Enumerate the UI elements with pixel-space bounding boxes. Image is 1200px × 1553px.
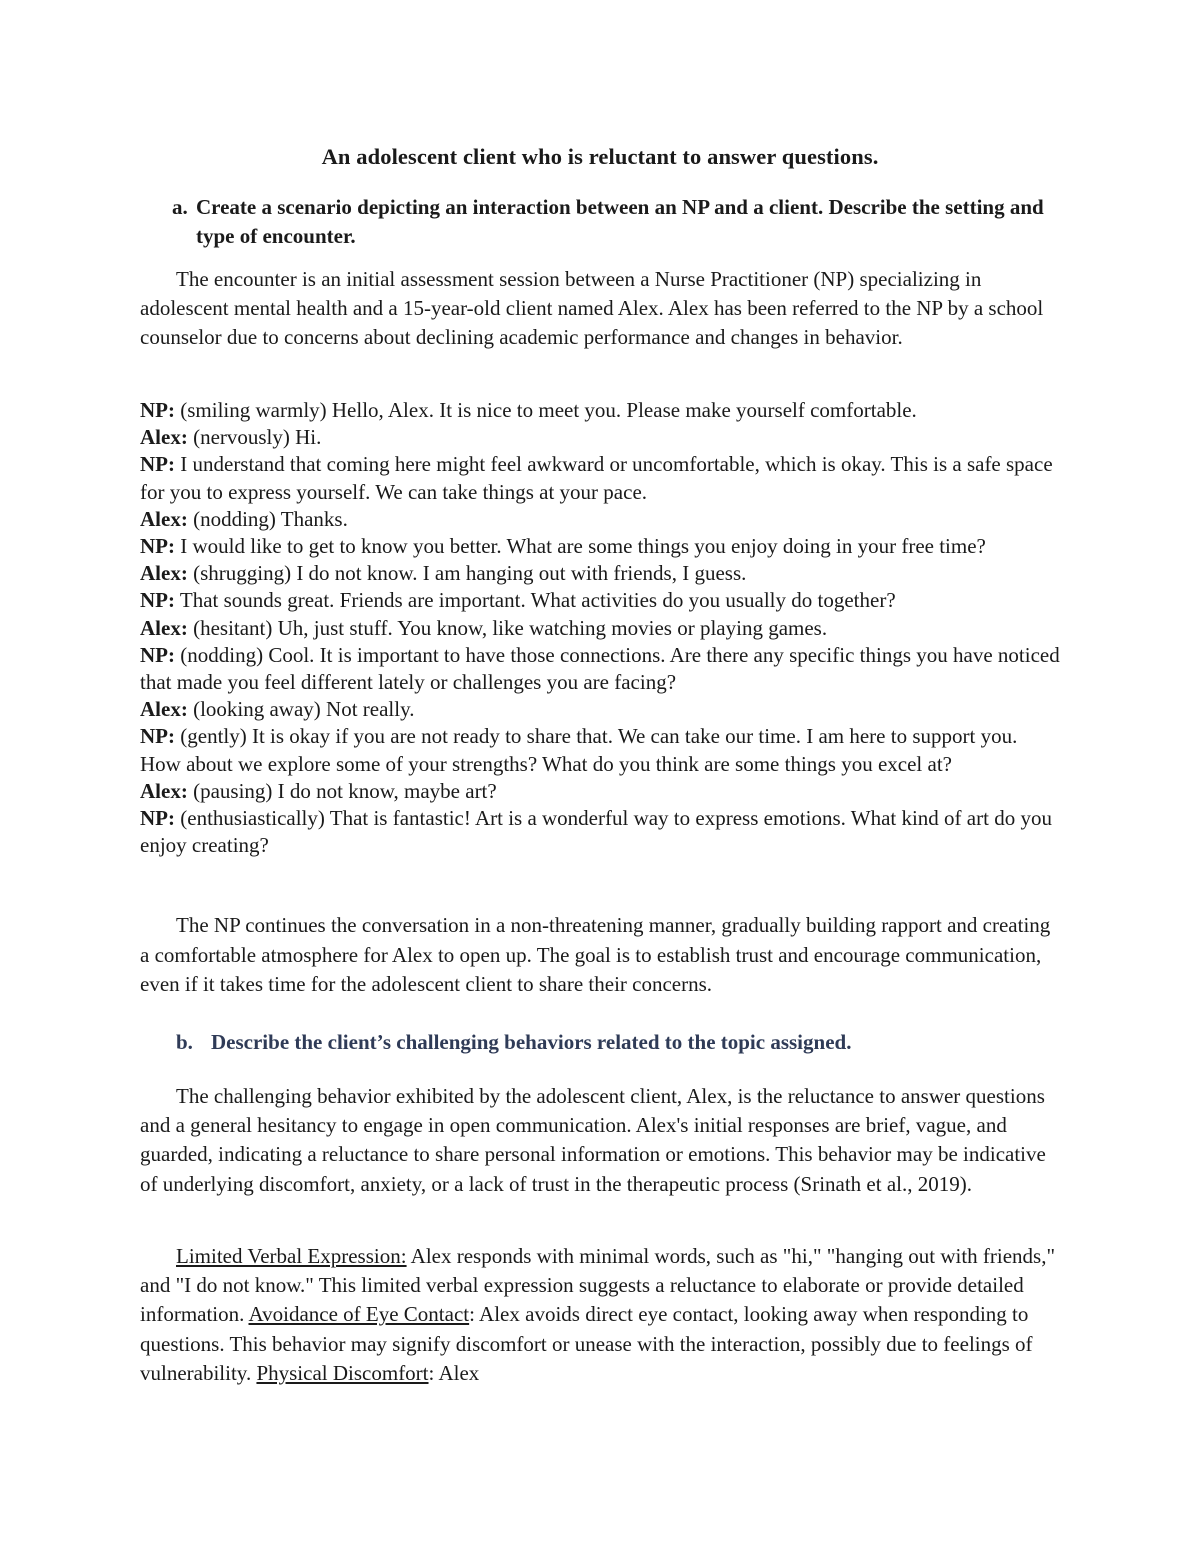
dialogue-line — [140, 560, 1062, 587]
dialogue-line — [140, 587, 1062, 614]
closing-paragraph: The NP continues the conversation in a non-threatening manner, gradually building rapport and creating a comfortable atmosphere for Alex to open up. The goal is to establish trust and encourage communication, even if it takes time for the adolescent client to share their concerns. — [140, 913, 1051, 996]
question-b-letter: b. — [176, 1030, 193, 1054]
dialogue-line — [140, 397, 1062, 424]
speaker-label: Alex: — [140, 561, 188, 586]
dialogue-line — [140, 778, 1062, 805]
dialogue-text: (looking away) Not really. — [187, 697, 415, 722]
dialogue-text: (hesitant) Uh, just stuff. You know, like watching movies or playing games. — [187, 615, 828, 640]
dialogue-text: (nodding) Cool. It is important to have those connections. Are there any specific things you have noticed that made you feel different lately or challenges you are facing? — [140, 642, 1060, 695]
speaker-label: Alex: — [140, 506, 188, 531]
speaker-label: NP: — [140, 588, 175, 613]
question-a-letter: a. — [172, 195, 188, 219]
term-avoidance-of-eye-contact: Avoidance of Eye Contact — [248, 1302, 470, 1327]
dialogue — [140, 397, 1062, 859]
dialogue-line — [140, 533, 1062, 560]
dialogue-text: I would like to get to know you better. What are some things you enjoy doing in your free time? — [175, 534, 986, 559]
question-b-text: Describe the client’s challenging behaviors related to the topic assigned. — [211, 1030, 852, 1054]
dialogue-text: (nervously) Hi. — [187, 425, 322, 450]
speaker-label: NP: — [140, 398, 175, 422]
details-text-2: : Alex avoids direct eye contact, looking away when responding to questions. This behavior may signify discomfort or unease with the interaction, possibly due to feelings of vulnerability. — [140, 1302, 1033, 1385]
speaker-label: Alex: — [140, 425, 188, 450]
dialogue-line — [140, 424, 1062, 451]
dialogue-line — [140, 642, 1062, 696]
speaker-label: Alex: — [140, 615, 188, 640]
question-b — [176, 1028, 1076, 1057]
dialogue-text: (gently) It is okay if you are not ready to share that. We can take our time. I am here to support you. How about we explore some of your strengths? What do you think are some things you excel at? — [140, 724, 1018, 776]
details-text-1: Alex responds with minimal words, such as "hi," "hanging out with friends," and "I do not know." This limited verbal expression suggests a reluctance to elaborate or provide detailed information. — [140, 1244, 1056, 1327]
speaker-label: Alex: — [140, 778, 188, 803]
term-physical-discomfort: Physical Discomfort — [256, 1360, 429, 1385]
details-text-3: : Alex — [428, 1360, 480, 1385]
dialogue-text: (shrugging) I do not know. I am hanging out with friends, I guess. — [187, 561, 747, 586]
dialogue-text: (enthusiastically) That is fantastic! Art is a wonderful way to express emotions. What kind of art do you enjoy creating? — [140, 806, 1052, 858]
term-limited-verbal-expression: Limited Verbal Expression: — [176, 1244, 407, 1268]
speaker-label: Alex: — [140, 697, 188, 722]
speaker-label: NP: — [140, 452, 175, 477]
dialogue-line — [140, 723, 1062, 777]
speaker-label: NP: — [140, 642, 175, 667]
dialogue-line — [140, 805, 1062, 859]
question-a — [172, 193, 1066, 251]
dialogue-line — [140, 451, 1062, 505]
dialogue-text: That sounds great. Friends are important. What activities do you usually do together? — [175, 588, 896, 613]
speaker-label: NP: — [140, 724, 175, 749]
behavior-paragraph: The challenging behavior exhibited by the adolescent client, Alex, is the reluctance to answer questions and a general hesitancy to engage in open communication. Alex's initial responses are brief, vague, and guarded, indicating a reluctance to share personal information or emotions. This behavior may be indicative of underlying discomfort, anxiety, or a lack of trust in the therapeutic process (Srinath et al., 2019). — [140, 1084, 1046, 1196]
intro-paragraph: The encounter is an initial assessment session between a Nurse Practitioner (NP) specializing in adolescent mental health and a 15-year-old client named Alex. Alex has been referred to the NP by a school counselor due to concerns about declining academic performance and changes in behavior. — [140, 267, 1044, 349]
dialogue-line — [140, 615, 1062, 642]
question-a-text: Create a scenario depicting an interaction between an NP and a client. Describe the setting and type of encounter. — [196, 195, 1044, 248]
dialogue-text: (pausing) I do not know, maybe art? — [187, 778, 497, 803]
document-title: An adolescent client who is reluctant to answer questions. — [321, 144, 879, 169]
speaker-label: NP: — [140, 534, 175, 559]
dialogue-text: I understand that coming here might feel awkward or uncomfortable, which is okay. This is a safe space for you to express yourself. We can take things at your pace. — [140, 452, 1053, 504]
dialogue-line — [140, 696, 1062, 723]
dialogue-line — [140, 506, 1062, 533]
dialogue-text: (nodding) Thanks. — [187, 506, 348, 531]
dialogue-text: (smiling warmly) Hello, Alex. It is nice to meet you. Please make yourself comfortable. — [175, 398, 917, 422]
speaker-label: NP: — [140, 806, 175, 831]
details-paragraph — [140, 1242, 1062, 1388]
